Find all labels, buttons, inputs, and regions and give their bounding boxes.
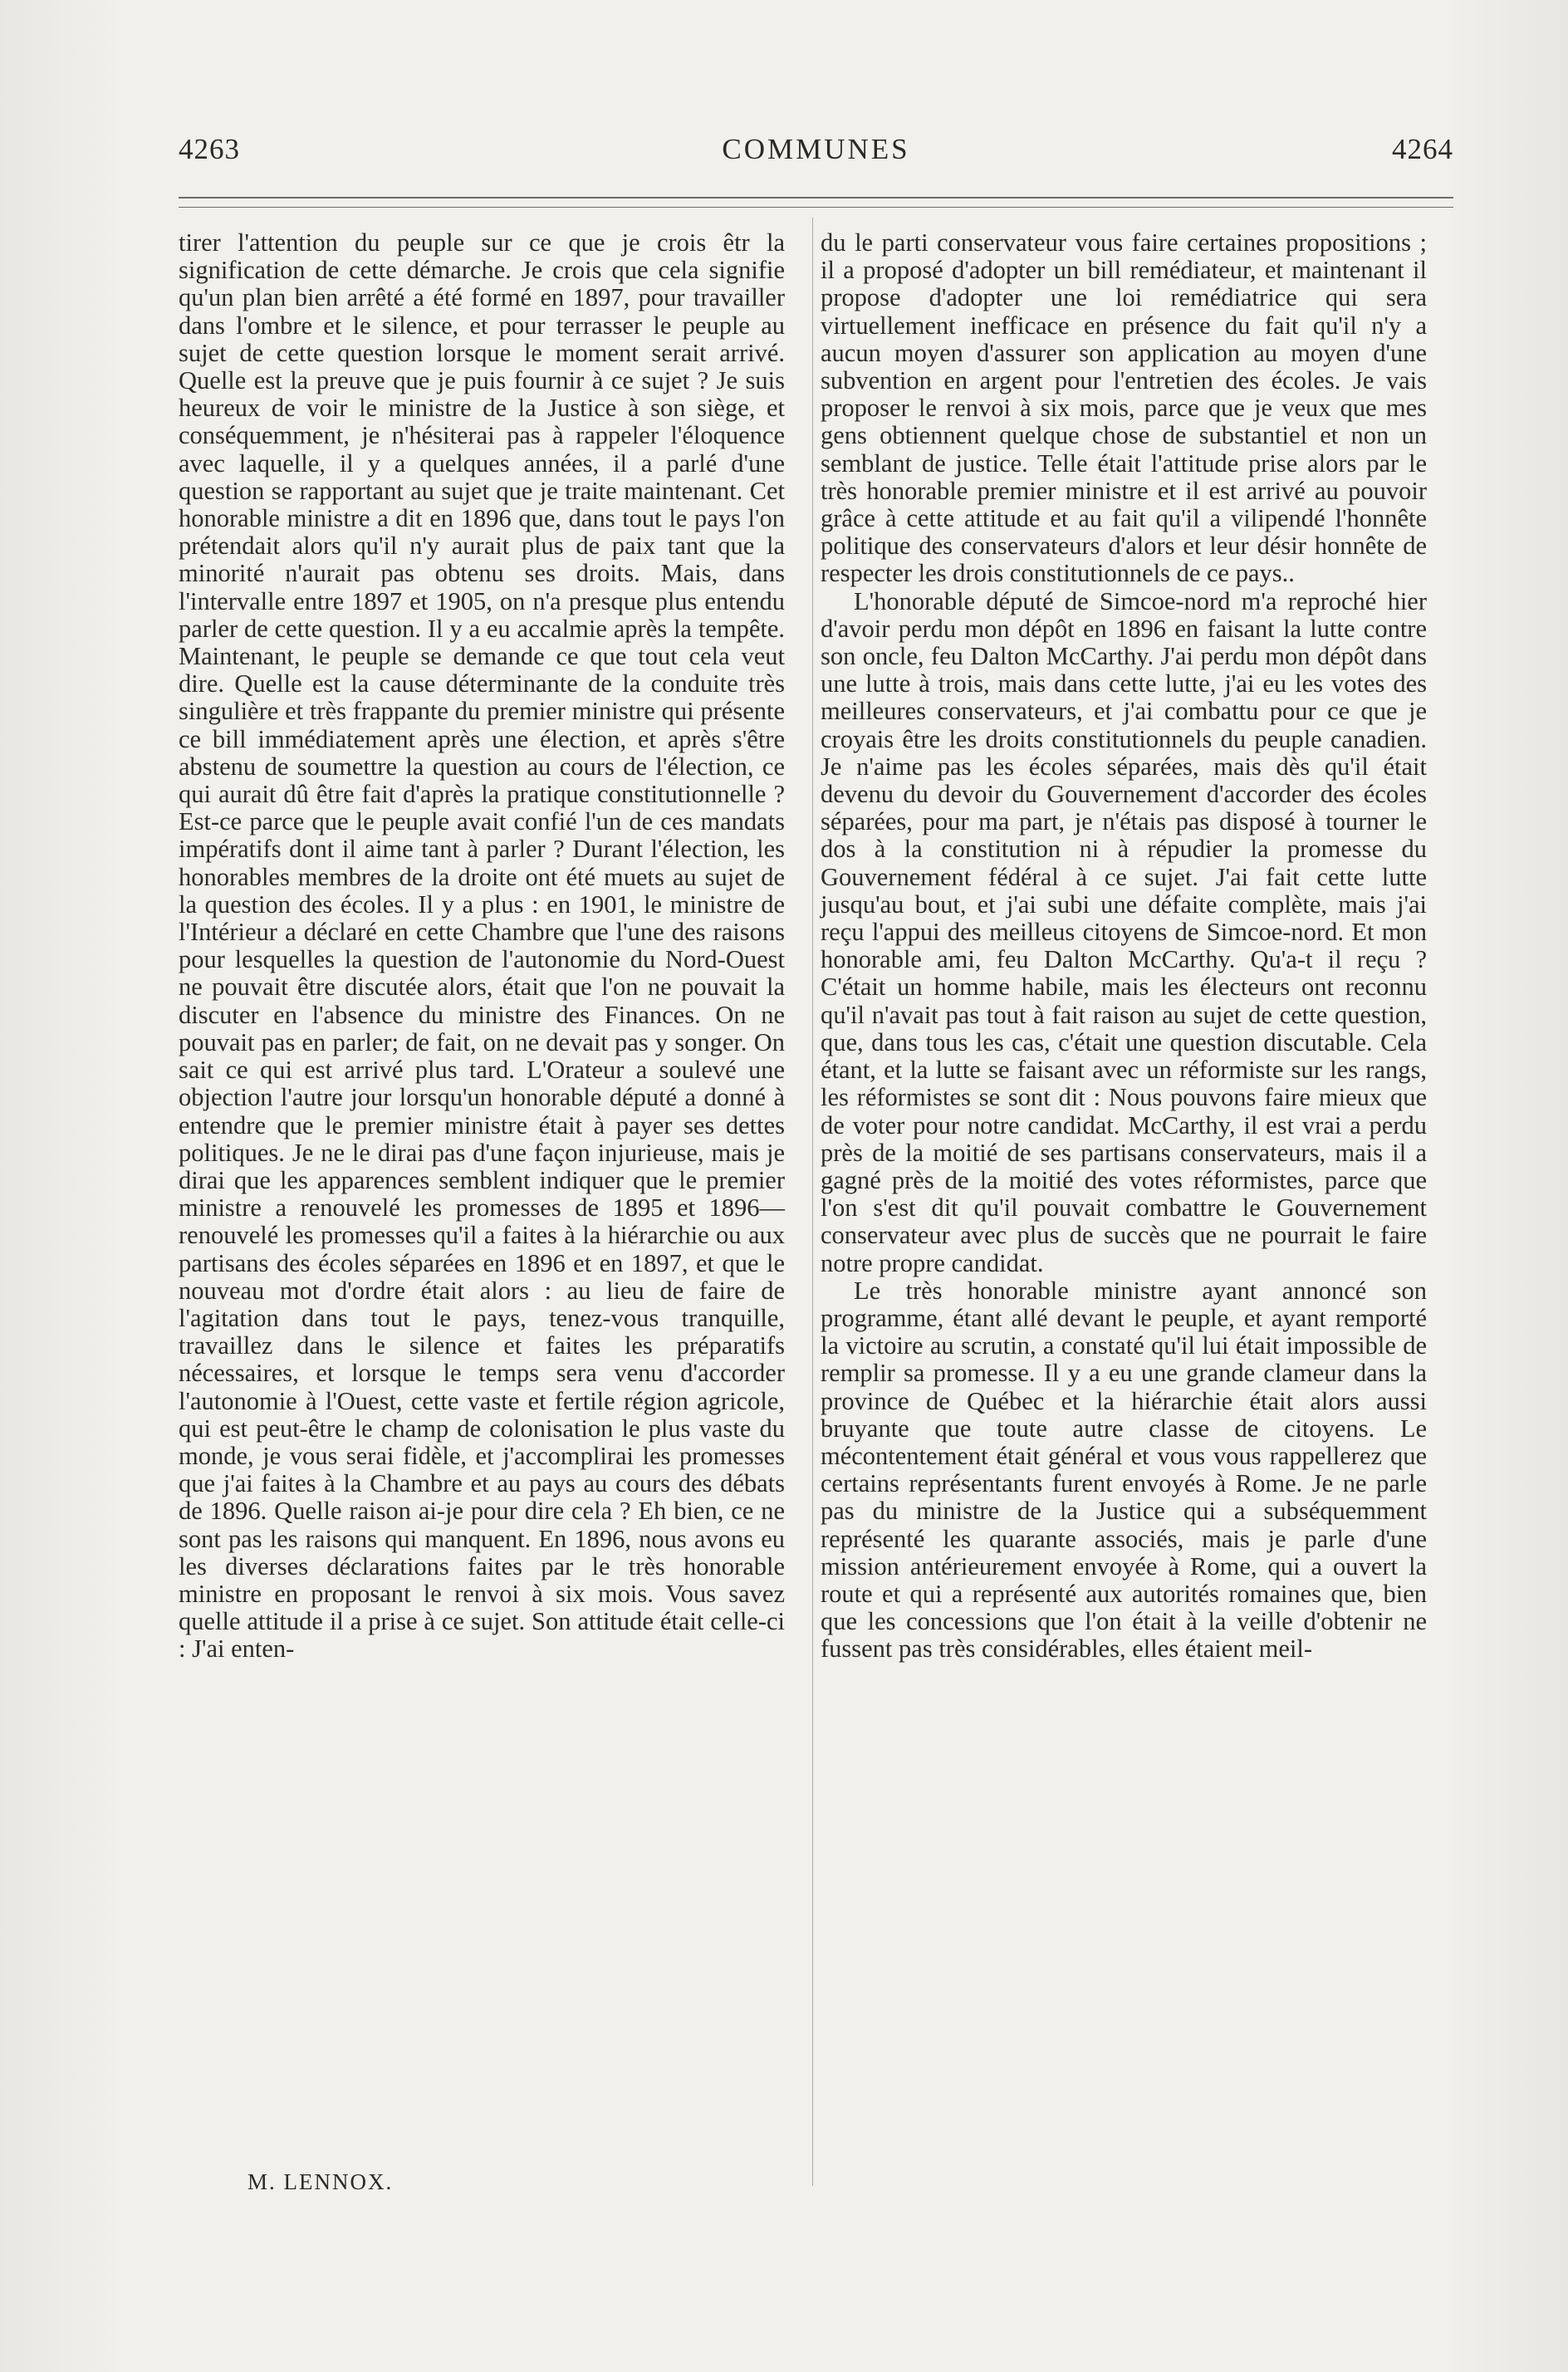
running-title: COMMUNES — [722, 133, 910, 165]
paragraph: tirer l'attention du peuple sur ce que je crois êtr la signification de cette démarche. Je crois que cela signifie qu'un plan bien arrêté a été formé en 1897, pour travailler dans l'ombre et le silence, et pour terrasser le peuple au sujet de cette question lorsque le moment serait arrivé. Quelle est la preuve que je puis fournir à ce sujet ? Je suis heureux de voir le ministre de la Justice à son siège, et conséquemment, je n'hésiterai pas à rappeler l'éloquence avec laquelle, il y a quelques années, il a parlé d'une question se rapportant au sujet que je traite maintenant. Cet honorable ministre a dit en 1896 que, dans tout le pays l'on prétendait alors qu'il n'y aurait plus de paix tant que la minorité n'aurait pas obtenu ses droits. Mais, dans l'intervalle entre 1897 et 1905, on n'a presque plus entendu parler de cette question. Il y a eu accalmie après la tempête. Maintenant, le peuple se demande ce que tout cela veut dire. Quelle est la cause déterminante de la conduite très singulière et très frappante du premier ministre qui présente ce bill immédiatement après une élection, et après s'être abstenu de soumettre la question au cours de l'élection, ce qui aurait dû être fait d'après la pratique constitutionnelle ? Est-ce parce que le peuple avait confié l'un de ces mandats impératifs dont il aime tant à parler ? Durant l'élection, les honorables membres de la droite ont été muets au sujet de la question des écoles. Il y a plus : en 1901, le ministre de l'Intérieur a déclaré en cette Chambre que l'une des raisons pour lesquelles la question de l'autonomie du Nord-Ouest ne pouvait être discutée alors, était que l'on ne pouvait la discuter en l'absence du ministre des Finances. On ne pouvait pas en parler; de fait, on ne devait pas y songer. On sait ce qui est arrivé plus tard. L'Orateur a soulevé une objection l'autre jour lorsqu'un honorable député a donné à entendre que le premier ministre était à payer ses dettes politiques. Je ne le dirai pas d'une façon injurieuse, mais je dirai que les apparences semblent indiquer que le premier ministre a renouvelé les promesses de 1895 et 1896—renouvelé les promesses qu'il a faites à la hiérarchie ou aux partisans des écoles séparées en 1896 et en 1897, et que le nouveau mot d'ordre était alors : au lieu de faire de l'agitation dans tout le pays, tenez-vous tranquille, travaillez dans le silence et faites les préparatifs nécessaires, et lorsque le temps sera venu d'accorder l'autonomie à l'Ouest, cette vaste et fertile région agricole, qui est peut-être le champ de colonisation le plus vaste du monde, je vous serai fidèle, et j'accomplirai les promesses que j'ai faites à la Chambre et au pays au cours des débats de 1896. Quelle raison ai-je pour dire cela ? Eh bien, ce ne sont pas les raisons qui manquent. En 1896, nous avons eu les diverses déclarations faites par le très honorable ministre en proposant le renvoi à six mois. Vous savez quelle attitude il a prise à ce sujet. Son attitude était celle-ci : J'ai enten- — [179, 228, 785, 1664]
page-number-right: 4264 — [1392, 133, 1453, 165]
column-divider — [812, 218, 813, 2186]
left-column — [179, 229, 785, 1664]
paragraph: Le très honorable ministre ayant annoncé son programme, étant allé devant le peuple, et ayant remporté la victoire au scrutin, a constaté qu'il lui était impossible de remplir sa promesse. Il y a eu une grande clameur dans la province de Québec et la hiérarchie était alors aussi bruyante que toute autre classe de citoyens. Le mécontentement était général et vous vous rappellerez que certains représentants furent envoyés à Rome. Je ne parle pas du ministre de la Justice qui a subséquemment représenté les quarante associés, mais je parle d'une mission antérieurement envoyée à Rome, qui a ouvert la route et qui a représenté aux autorités romaines que, bien que les concessions que l'on était à la veille d'obtenir ne fussent pas très considérables, elles étaient meil- — [821, 1276, 1427, 1664]
right-column — [821, 229, 1427, 1664]
page-header — [179, 133, 1453, 174]
paragraph: L'honorable député de Simcoe-nord m'a reproché hier d'avoir perdu mon dépôt en 1896 en faisant la lutte contre son oncle, feu Dalton McCarthy. J'ai perdu mon dépôt dans une lutte à trois, mais dans cette lutte, j'ai eu les votes des meilleures conservateurs, et j'ai combattu pour ce que je croyais être les droits constitutionnels du peuple canadien. Je n'aime pas les écoles séparées, mais dès qu'il était devenu du devoir du Gouvernement d'accorder des écoles séparées, pour ma part, je n'étais pas disposé à tourner le dos à la constitution ni à répudier la promesse du Gouvernement fédéral à ce sujet. J'ai fait cette lutte jusqu'au bout, et j'ai subi une défaite complète, mais j'ai reçu l'appui des meilleus citoyens de Simcoe-nord. Et mon honorable ami, feu Dalton McCarthy. Qu'a-t il reçu ? C'était un homme habile, mais les électeurs ont reconnu qu'il n'avait pas tout à fait raison au sujet de cette question, que, dans tous les cas, c'était une question discutable. Cela étant, et la lutte se faisant avec un réformiste sur les rangs, les réformistes se sont dit : Nous pouvons faire mieux que de voter pour notre candidat. McCarthy, il est vrai a perdu près de la moitié de ses partisans conservateurs, mais il a gagné près de la moitié des votes réformistes, parce que l'on s'est dit qu'il pouvait combattre le Gouvernement conservateur avec plus de succès que ne pourrait le faire notre propre candidat. — [821, 586, 1427, 1277]
speaker-footer: M. LENNOX. — [247, 2169, 394, 2194]
page-number-left: 4263 — [179, 133, 240, 165]
header-rule-thin — [179, 207, 1453, 208]
header-rule — [179, 197, 1453, 198]
paragraph: du le parti conservateur vous faire certaines propositions ; il a proposé d'adopter un bill remédiateur, et maintenant il propose d'adopter une loi remédiatrice qui sera virtuellement inefficace en présence du fait qu'il n'y a aucun moyen d'assurer son application au moyen d'une subvention en argent pour l'entretien des écoles. Je vais proposer le renvoi à six mois, parce que je veux que mes gens obtiennent quelque chose de substantiel et non un semblant de justice. Telle était l'attitude prise alors par le très honorable premier ministre et il est arrivé au pouvoir grâce à cette attitude et au fait qu'il a vilipendé l'honnête politique des conservateurs d'alors et leur désir honnête de respecter les drois constitutionnels de ce pays.. — [821, 228, 1427, 588]
